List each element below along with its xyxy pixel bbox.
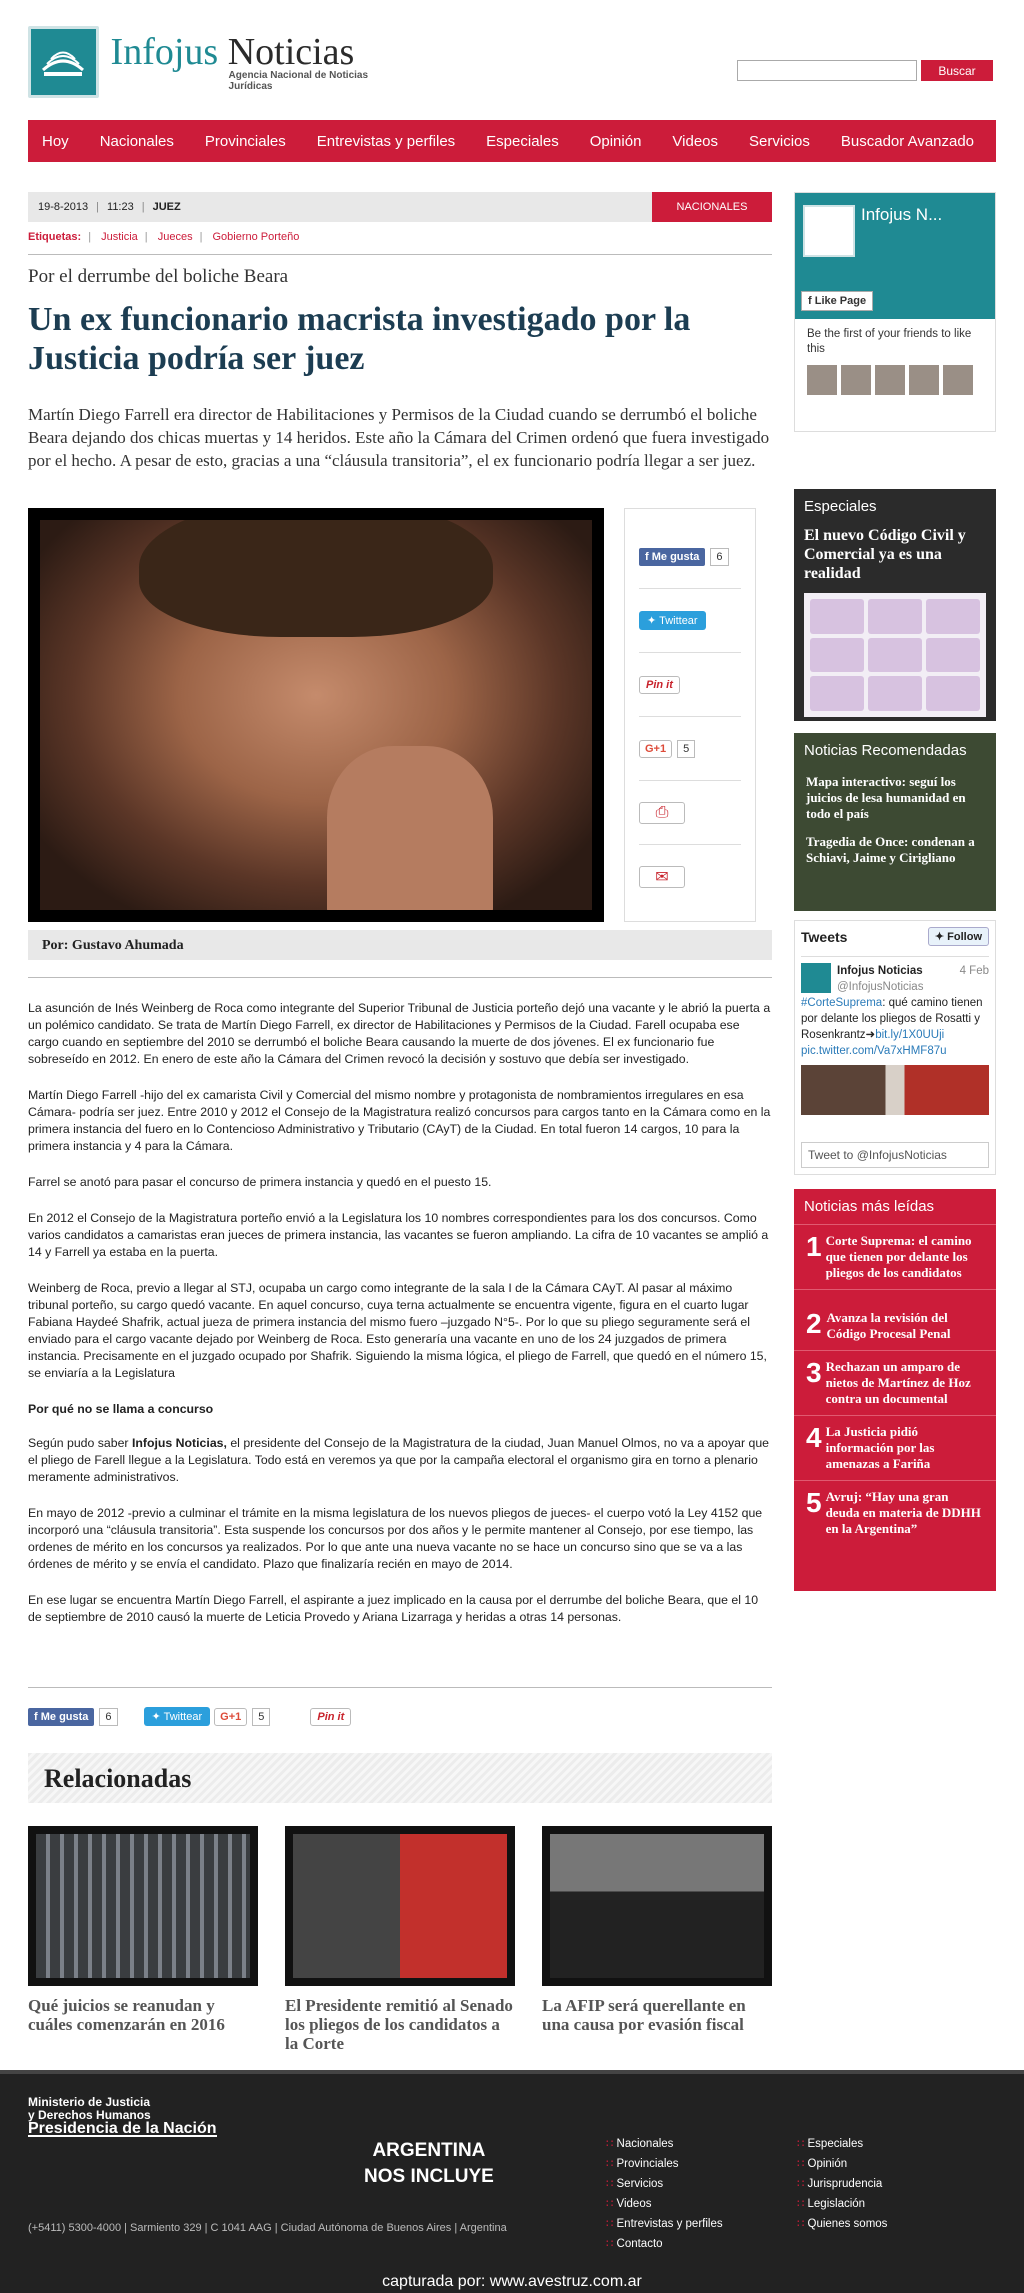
article-date: 19-8-2013 (38, 201, 89, 213)
mas-leidas-box (794, 1189, 996, 1591)
nav-hoy[interactable]: Hoy (42, 132, 69, 150)
fb-page-name[interactable]: Infojus N... (861, 205, 943, 224)
nav-provinciales[interactable]: Provinciales (204, 132, 286, 150)
especiales-box (794, 489, 996, 721)
twitter-icon: ✦ (647, 615, 660, 627)
especiales-heading: Especiales (804, 498, 877, 515)
rank-number: 2 (806, 1308, 822, 1339)
footer-link[interactable]: ∷ Nacionales (606, 2134, 723, 2154)
footer-link[interactable]: ∷ Servicios (606, 2174, 723, 2194)
tweet-link[interactable]: pic.twitter.com/Va7xHMF87u (801, 1045, 947, 1057)
article-paragraph: Farrel se anotó para pasar el concurso de primera instancia y quedó en el puesto 15. (28, 1175, 492, 1189)
related-image[interactable] (542, 1826, 772, 1986)
category-badge[interactable]: NACIONALES (652, 192, 772, 222)
mas-leida-item[interactable]: 3 Rechazan un amparo de nietos de Martínez de Hoz contra un documental (794, 1350, 996, 1415)
related-title[interactable]: Qué juicios se reanudan y cuáles comenzarán en 2016 (28, 1996, 225, 2034)
logo-name-b: Noticias (227, 31, 355, 73)
search-form (737, 60, 993, 81)
footer-link[interactable]: ∷ Quienes somos (797, 2214, 887, 2234)
recomendadas-heading: Noticias Recomendadas (804, 742, 967, 759)
article-time: 11:23 (107, 201, 134, 213)
ministry-logo[interactable]: Ministerio de Justicia y Derechos Humanos Presidencia de la Nación (28, 2095, 217, 2137)
facebook-like-button[interactable]: f Me gusta (28, 1708, 94, 1726)
mas-leida-item[interactable]: 1 Corte Suprema: el camino que tienen por delante los pliegos de los candidatos (794, 1224, 996, 1289)
mas-leida-item[interactable]: 2 Avanza la revisión del Código Procesal Penal (794, 1289, 996, 1350)
mas-leida-item[interactable]: 5 Avruj: “Hay una gran deuda en materia de DDHH en la Argentina” (794, 1480, 996, 1545)
footer-links (797, 2134, 887, 2234)
related-heading: Relacionadas (28, 1753, 772, 1803)
tweets-heading: Tweets (801, 928, 848, 945)
tweet-author[interactable]: Infojus Noticias (837, 965, 923, 977)
tags-row: Etiquetas: | Justicia | Jueces | Gobierno Porteño (28, 231, 300, 243)
footer-link[interactable]: ∷ Especiales (797, 2134, 887, 2154)
nav-especiales[interactable]: Especiales (486, 132, 559, 150)
fb-friends-text: Be the first of your friends to like this (807, 328, 972, 355)
article-paragraph: En 2012 el Consejo de la Magistratura porteño envió a la Legislatura los 10 nombres correspondientes para los dos concursos. Como varios candidatos a camaristas eran jueces de primera instancia, las vacantes se fueron ampliando. La cifra de 10 vacantes se amplió a 14 y Farrell ya estaba en la puerta. (28, 1211, 769, 1259)
capture-credit: capturada por: www.avestruz.com.ar (382, 2273, 642, 2290)
tweet-to-input[interactable]: Tweet to @InfojusNoticias (801, 1142, 989, 1168)
like-count: 6 (710, 548, 728, 566)
recomendada-link[interactable]: Mapa interactivo: seguí los juicios de lesa humanidad en todo el país (806, 774, 966, 821)
book-logo-icon (28, 26, 99, 98)
article-section-tag: JUEZ (152, 201, 181, 213)
footer-address: (+5411) 5300-4000 | Sarmiento 329 | C 1041 AAG | Ciudad Autónoma de Buenos Aires | Argentina (28, 2222, 507, 2234)
avatar (801, 963, 831, 993)
tweet-button[interactable]: ✦ Twittear (639, 611, 706, 630)
related-item[interactable] (542, 1826, 772, 2034)
article-paragraph: Martín Diego Farrell -hijo del ex camarista Civil y Comercial del mismo nombre y protagonista de nombramientos irregulares en esa Cámara- podría ser juez. Entre 2010 y 2012 el Consejo de la Magistratura realizó concursos para cargos tanto en la Cámara como en la primera instancia del fuero en lo Contencioso Administrativo y Tributario (CAyT) de la Ciudad. En total fueron 14 cargos, 10 para la primera instancia y 4 para la Cámara. (28, 1088, 771, 1153)
article-paragraph: En ese lugar se encuentra Martín Diego Farrell, el aspirante a juez implicado en la causa por el derrumbe del boliche Beara, que el 10 de septiembre de 2010 causó la muerte de Leticia Provedo y Ariana Lizarraga y heridas a otras 14 personas. (28, 1593, 759, 1624)
pinterest-button[interactable]: Pin it (310, 1708, 351, 1726)
footer-link[interactable]: ∷ Opinión (797, 2154, 887, 2174)
tweet (801, 956, 989, 1115)
article-kicker: Por el derrumbe del boliche Beara (28, 266, 289, 287)
recomendadas-box (794, 733, 996, 911)
nav-servicios[interactable]: Servicios (749, 132, 810, 150)
footer-link[interactable]: ∷ Provinciales (606, 2154, 723, 2174)
article-meta-bar: 19-8-2013 | 11:23 | JUEZ NACIONALES (28, 192, 772, 222)
tweet-date: 4 Feb (959, 965, 989, 977)
facebook-icon: f (34, 1710, 41, 1723)
argentina-logo: ARGENTINA NOS INCLUYE (364, 2140, 494, 2187)
divider (28, 254, 772, 255)
rank-number: 4 (806, 1422, 822, 1453)
article-subhead: Por qué no se llama a concurso (28, 1402, 214, 1416)
twitter-icon: ✦ (151, 1711, 164, 1723)
article-body (28, 1000, 772, 1645)
recomendada-link[interactable]: Tragedia de Once: condenan a Schiavi, Jaime y Cirigliano (806, 834, 975, 865)
related-image[interactable] (28, 1826, 258, 1986)
footer-link[interactable]: ∷ Videos (606, 2194, 723, 2214)
tag-link[interactable]: Justicia (101, 231, 138, 243)
twitter-icon: ✦ (934, 931, 948, 943)
article-photo (28, 508, 604, 922)
footer-link[interactable]: ∷ Entrevistas y perfiles (606, 2214, 723, 2234)
tags-label: Etiquetas: (28, 231, 82, 243)
tag-link[interactable]: Gobierno Porteño (212, 231, 300, 243)
logo-name-a: Infojus (110, 31, 219, 73)
bottom-share-bar (28, 1707, 351, 1726)
nav-nacionales[interactable]: Nacionales (99, 132, 174, 150)
footer-links (606, 2134, 723, 2254)
rank-number: 3 (806, 1357, 822, 1388)
main-nav (28, 120, 996, 162)
nav-entrevistas[interactable]: Entrevistas y perfiles (316, 132, 456, 150)
fb-like-page-button[interactable]: f Like Page (801, 291, 873, 311)
article-title: Un ex funcionario macrista investigado por la Justicia podría ser juez (28, 301, 691, 377)
email-button[interactable] (639, 866, 685, 888)
print-button[interactable] (639, 802, 685, 824)
envelope-icon: ✉ (655, 869, 669, 886)
print-icon: ⎙ (655, 803, 669, 821)
facebook-icon: f (808, 295, 815, 307)
tweet-text: : qué camino tienen por delante los pliegos de Rosatti y Rosenkrantz➜ (801, 997, 983, 1041)
footer-link[interactable]: ∷ Legislación (797, 2194, 887, 2214)
follow-button[interactable]: ✦ Follow (928, 927, 989, 946)
tweet-link[interactable]: bit.ly/1X0UUji (875, 1029, 945, 1041)
logo-subtitle: Agencia Nacional de Noticias Jurídicas (228, 70, 369, 92)
footer (0, 2070, 1024, 2293)
rank-number: 5 (806, 1487, 822, 1518)
rank-number: 1 (806, 1231, 822, 1262)
gplus-count: 5 (677, 740, 695, 758)
pinterest-button[interactable]: Pin it (639, 676, 680, 694)
related-image[interactable] (285, 1826, 515, 1986)
fb-page-logo-icon (803, 205, 855, 257)
related-item[interactable] (28, 1826, 258, 2034)
mas-leidas-heading: Noticias más leídas (804, 1198, 935, 1215)
gplus-count: 5 (252, 1708, 270, 1726)
article-paragraph: Weinberg de Roca, previo a llegar al STJ, ocupaba un cargo como integrante de la sala I de la Cámara CAyT. Al pasar al máximo tribunal porteño, su cargo quedó vacante. En aquel concurso, cuya terna actualmente se encuentra vigente, figura en el cuarto lugar Fabiana Haydeé Shafrik, actual jueza de primera instancia del mismo fuero –juzgado N°5-. Por lo que su pliego seguramente será el enviado para el cargo vacante dejado por Weinberg de Roca. Esto generaría una vacante en uno de los 24 juzgados de primera instancia. Precisamente en el juzgado ocupado por Shafrik. Siguiendo la misma lógica, el pliego de Farrell, que quedó en el número 15, se enviaría a la Legislatura (28, 1281, 767, 1380)
article-paragraph: En mayo de 2012 -previo a culminar el trámite en la misma legislatura de los nuevos pliegos de jueces- el cuerpo votó la Ley 4152 que incorporó una “cláusula transitoria”. Esta suspende los concursos por dos años y le permite mantener al Consejo, por ese tiempo, las ordenes de mérito en los concursos ya realizados. Por lo que ante una nueva vacante no se hace un concurso sino que se va a las órdenes de mérito y se envía el candidato. Plazo que finalizaría recién en mayo de 2014. (28, 1506, 763, 1571)
tweet-button[interactable]: ✦ Twittear (144, 1707, 211, 1726)
mas-leida-item[interactable]: 4 La Justicia pidió información por las amenazas a Fariña (794, 1415, 996, 1480)
article-paragraph: Según pudo saber Infojus Noticias, el presidente del Consejo de la Magistratura de la ciudad, Juan Manuel Olmos, no va a apoyar que el pliego de Farell llegue a la Legislatura. Todo está en veremos ya que por la campaña electoral el organismo gira en torno a plenario meramente administrativos. (28, 1436, 769, 1484)
divider (28, 1687, 772, 1688)
article-lead: Martín Diego Farrell era director de Habilitaciones y Permisos de la Ciudad cuando se derrumbó el boliche Beara dejando dos chicas muertas y 14 heridos. Este año la Cámara del Crimen ordenó que fuera investigado por el hecho. A pesar de esto, gracias a una “cláusula transitoria”, el ex funcionario podría llegar a ser juez. (28, 405, 770, 470)
search-input[interactable] (737, 60, 917, 81)
related-title[interactable]: El Presidente remitió al Senado los pliegos de los candidatos a la Corte (285, 1996, 513, 2053)
gplus-button[interactable]: G+1 (214, 1708, 247, 1726)
tag-link[interactable]: Jueces (157, 231, 193, 243)
footer-link[interactable]: ∷ Jurisprudencia (797, 2174, 887, 2194)
related-title[interactable]: La AFIP será querellante en una causa por evasión fiscal (542, 1996, 746, 2034)
site-logo[interactable] (28, 24, 408, 100)
twitter-widget (794, 920, 996, 1175)
search-button[interactable]: Buscar (921, 60, 993, 81)
share-panel (624, 508, 756, 922)
article-paragraph: La asunción de Inés Weinberg de Roca como integrante del Superior Tribunal de Justicia porteño dejó una vacante y le abrió la puerta a un polémico candidato. Se trata de Martín Diego Farrell, ex director de Habilitaciones y Permisos de la Ciudad. Farell ocupaba ese cargo cuando en septiembre del 2010 se derrumbó el boliche Beara causando la muerte de dos jóvenes. El ex funcionario fue sobreseído en 2012. En enero de este año la Cámara del Crimen revocó la decisión y sostuvo que debía ser investigado. (28, 1001, 771, 1066)
nav-buscador-avanzado[interactable]: Buscador Avanzado (840, 132, 975, 150)
gplus-button[interactable]: G+1 (639, 740, 672, 758)
facebook-icon: f (645, 550, 652, 563)
fb-faces (795, 365, 995, 395)
facebook-widget (794, 192, 996, 432)
tweet-handle: @InfojusNoticias (837, 981, 924, 993)
nav-videos[interactable]: Videos (672, 132, 719, 150)
footer-link[interactable]: ∷ Contacto (606, 2234, 723, 2254)
article-author: Por: Gustavo Ahumada (28, 930, 772, 960)
facebook-like-button[interactable]: f Me gusta (639, 548, 705, 566)
divider (28, 977, 772, 978)
related-item[interactable] (285, 1826, 515, 2053)
especiales-image[interactable] (804, 593, 986, 717)
tweet-hashtag[interactable]: #CorteSuprema (801, 997, 883, 1009)
tweet-image[interactable] (801, 1065, 989, 1115)
like-count: 6 (99, 1708, 117, 1726)
nav-opinion[interactable]: Opinión (589, 132, 642, 150)
especiales-title[interactable]: El nuevo Código Civil y Comercial ya es una realidad (804, 527, 966, 582)
